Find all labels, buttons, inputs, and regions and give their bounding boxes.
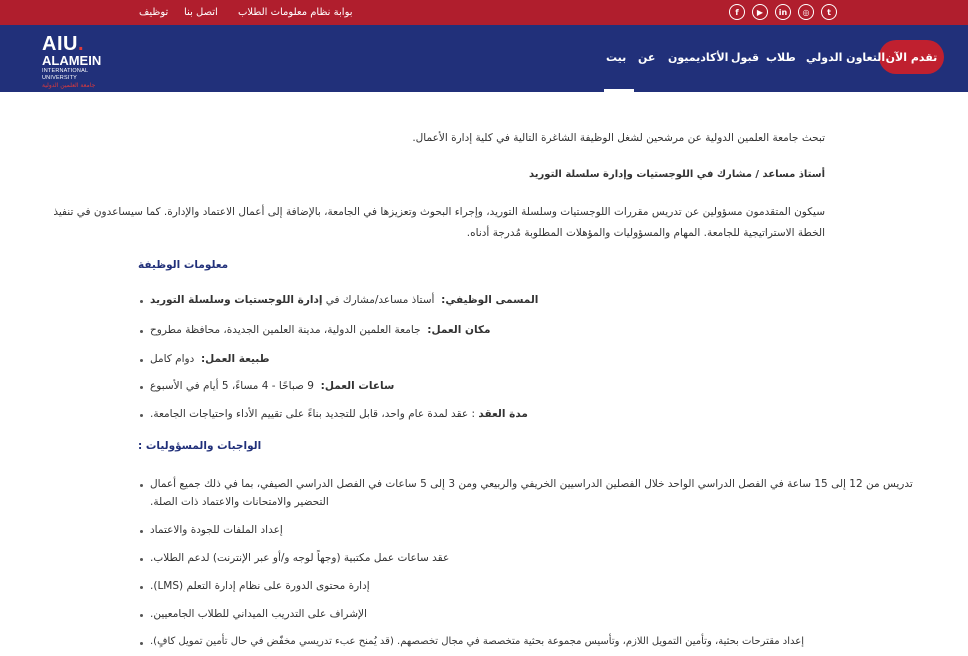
nav-item-international[interactable]: التعاون الدولي bbox=[806, 51, 886, 64]
university-logo[interactable] bbox=[42, 33, 118, 89]
duty-item: الإشراف على التدريب الميداني للطلاب الجامعيين. bbox=[150, 608, 367, 620]
bullet-dot bbox=[140, 642, 143, 645]
social-links bbox=[729, 4, 837, 20]
toplink-sis-label[interactable]: بوابة نظام معلومات الطلاب bbox=[238, 7, 353, 18]
bullet-dot bbox=[140, 614, 143, 617]
description-line-1: سيكون المتقدمون مسؤولين عن تدريس مقررات اللوجستيات وسلسلة التوريد، وإجراء البحوث وتعزيزها في الجامعة، بالإضافة إلى أعمال الاعتماد والإدارة. كما سيساعدون في تنفيذ bbox=[53, 206, 825, 218]
nav-item-admission[interactable]: قبول bbox=[731, 51, 760, 64]
duty-item: إعداد مقترحات بحثية، وتأمين التمويل اللازم، وتأسيس مجموعة بحثية متخصصة في مجال تخصصهم. (قد يُمنح عبء تدريسي مخفّض في حال تأمين تمويل كافٍ). bbox=[150, 636, 805, 647]
duty-line-1a: تدريس من 12 إلى 15 ساعة في الفصل الدراسي الواحد خلال الفصلين الدراسيين الخريفي والربيعي ومن 3 إلى 5 ساعات في الفصل الدراسي الصيفي، بما في ذلك جميع أعمال bbox=[150, 478, 913, 490]
nav-item-home[interactable]: بيت bbox=[606, 51, 627, 64]
info-item-hours: ساعات العمل: 9 صباحًا - 4 مساءً، 5 أيام في الأسبوع bbox=[150, 380, 395, 392]
duty-line-1b: التحضير والامتحانات والاعتماد ذات الصلة. bbox=[150, 496, 329, 508]
toplink-contact[interactable] bbox=[184, 0, 218, 25]
bullet-dot bbox=[140, 359, 143, 362]
main-navbar bbox=[0, 25, 968, 92]
logo-arabic: جامعة العلمين الدولية bbox=[42, 82, 96, 89]
bullet-dot bbox=[140, 558, 143, 561]
description-line-2: الخطة الاستراتيجية للجامعة. المهام والمسؤوليات والمؤهلات المطلوبة مُدرجة أدناه. bbox=[466, 227, 825, 239]
toplink-careers-label[interactable]: توظيف bbox=[139, 7, 169, 18]
bullet-dot bbox=[140, 586, 143, 589]
duty-item: إعداد الملفات للجودة والاعتماد bbox=[150, 524, 283, 536]
bullet-dot bbox=[140, 386, 143, 389]
bullet-dot bbox=[140, 330, 143, 333]
toplink-sis[interactable] bbox=[238, 0, 353, 25]
job-title-heading: أستاذ مساعد / مشارك في اللوجستيات وإدارة سلسلة التوريد bbox=[529, 169, 825, 180]
nav-item-academics[interactable]: الأكاديميون bbox=[668, 51, 729, 64]
bullet-dot bbox=[140, 484, 143, 487]
job-info-heading: معلومات الوظيفة bbox=[138, 259, 229, 271]
toplink-careers[interactable] bbox=[139, 0, 168, 25]
duty-item: إدارة محتوى الدورة على نظام إدارة التعلم (LMS). bbox=[150, 580, 370, 592]
nav-item-students[interactable]: طلاب bbox=[766, 51, 796, 64]
bullet-dot bbox=[140, 530, 143, 533]
info-item-title: المسمى الوظيفي: أستاذ مساعد/مشارك في إدارة اللوجستيات وسلسلة التوريد bbox=[150, 294, 539, 306]
info-item-location: مكان العمل: جامعة العلمين الدولية، مدينة العلمين الجديدة، محافظة مطروح bbox=[150, 324, 491, 336]
youtube-icon[interactable]: ▶ bbox=[752, 4, 768, 20]
bullet-dot bbox=[140, 300, 143, 303]
nav-item-about[interactable]: عن bbox=[638, 51, 656, 64]
toplink-contact-label[interactable]: اتصل بنا bbox=[184, 7, 218, 18]
instagram-icon[interactable]: ◎ bbox=[798, 4, 814, 20]
intro-paragraph: تبحث جامعة العلمين الدولية عن مرشحين لشغل الوظيفة الشاغرة التالية في كلية إدارة الأعمال. bbox=[412, 132, 825, 144]
bullet-dot bbox=[140, 414, 143, 417]
duties-heading: الواجبات والمسؤوليات : bbox=[138, 440, 262, 452]
logo-aiu: AIU. bbox=[42, 33, 85, 55]
info-item-contract: مدة العقد : عقد لمدة عام واحد، قابل للتجديد بناءً على تقييم الأداء واحتياجات الجامعة. bbox=[150, 408, 528, 420]
linkedin-icon[interactable]: in bbox=[775, 4, 791, 20]
logo-name: ALAMEIN bbox=[42, 53, 102, 68]
info-item-type: طبيعة العمل: دوام كامل bbox=[150, 353, 270, 365]
top-bar bbox=[0, 0, 968, 25]
facebook-icon[interactable]: f bbox=[729, 4, 745, 20]
logo-subtitle: INTERNATIONAL UNIVERSITY bbox=[42, 68, 88, 81]
job-posting-content bbox=[53, 92, 913, 656]
apply-now-button[interactable]: تقدم الآن bbox=[879, 40, 944, 74]
twitter-icon[interactable]: t bbox=[821, 4, 837, 20]
duty-item: عقد ساعات عمل مكتبية (وجهاً لوجه و/أو عبر الإنترنت) لدعم الطلاب. bbox=[150, 552, 450, 564]
